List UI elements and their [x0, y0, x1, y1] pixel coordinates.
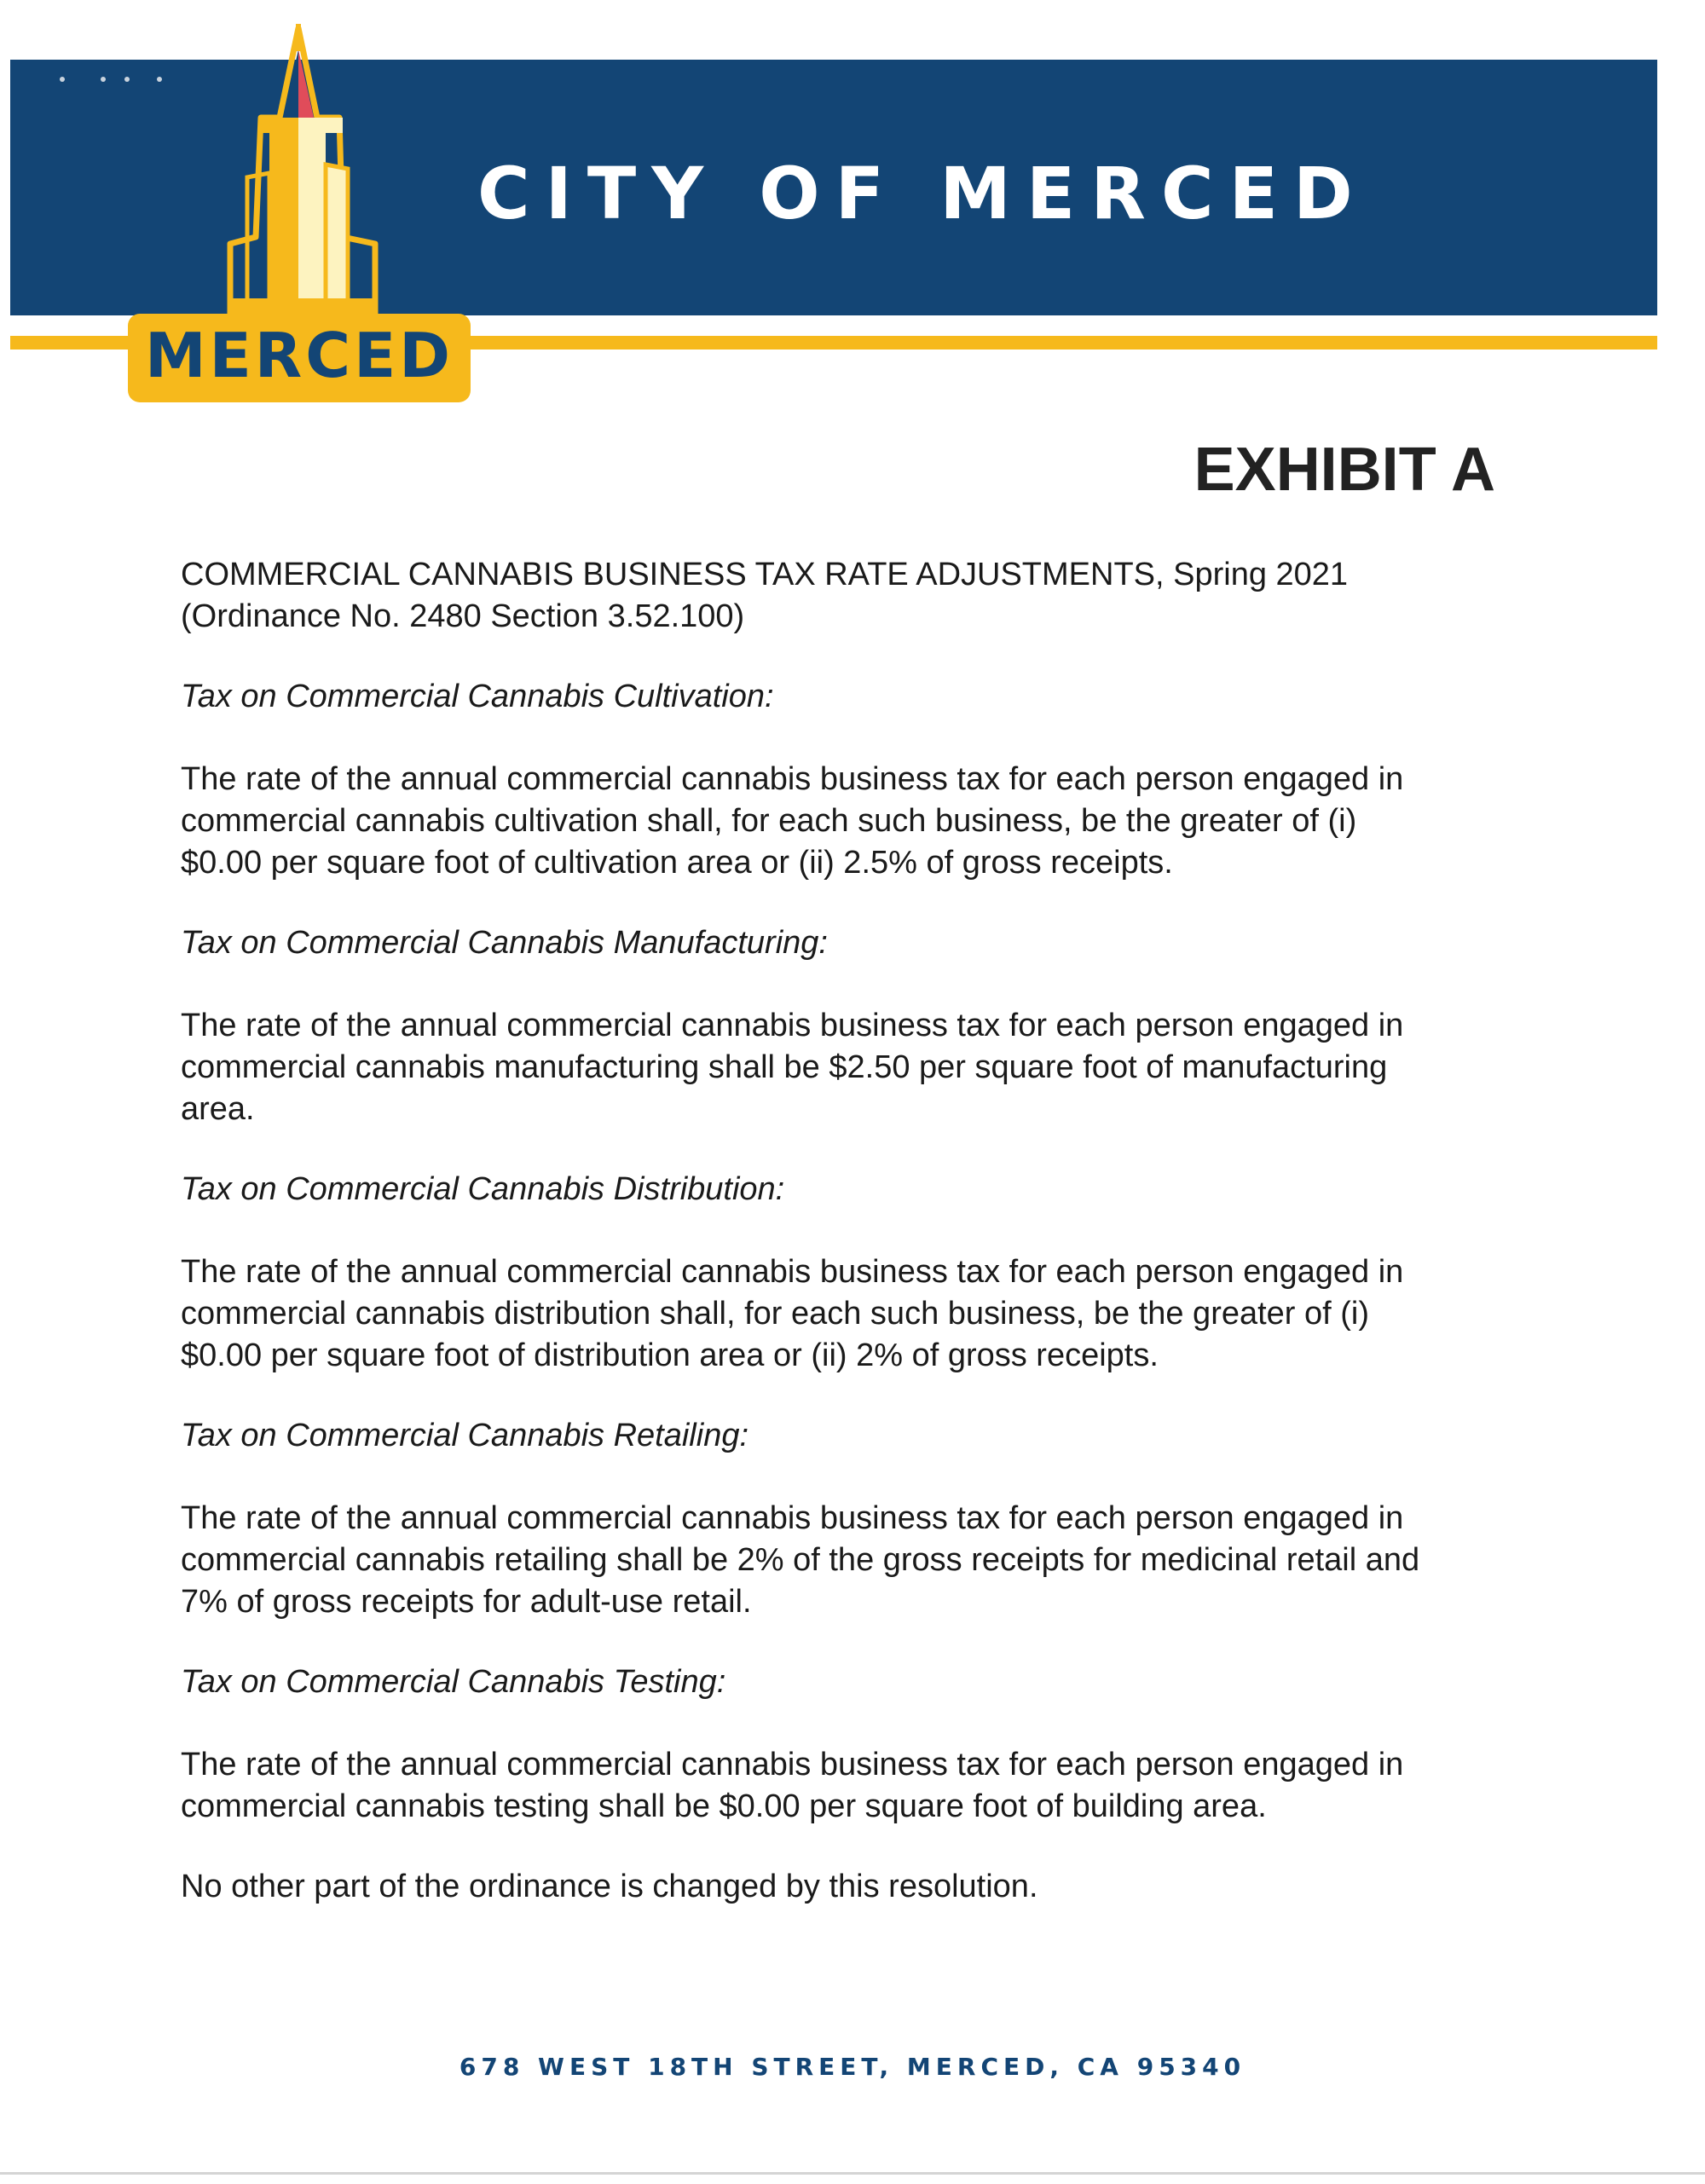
body-line: commercial cannabis cultivation shall, for each such business, be the greater of (i)	[181, 803, 1357, 839]
body-line: The rate of the annual commercial cannabis business tax for each person engaged in	[181, 1254, 1404, 1290]
body-line: The rate of the annual commercial cannabis business tax for each person engaged in	[181, 1500, 1404, 1536]
body-line: The rate of the annual commercial cannabis business tax for each person engaged in	[181, 1747, 1404, 1782]
body-line: 7% of gross receipts for adult-use retail.	[181, 1584, 752, 1620]
body-line: $0.00 per square foot of distribution area or (ii) 2% of gross receipts.	[181, 1338, 1159, 1373]
body-line: The rate of the annual commercial cannabis business tax for each person engaged in	[181, 1008, 1404, 1043]
footer-address: 678 WEST 18TH STREET, MERCED, CA 95340	[459, 2053, 1246, 2081]
body-line: commercial cannabis testing shall be $0.00 per square foot of building area.	[181, 1788, 1267, 1824]
body-line: $0.00 per square foot of cultivation area or (ii) 2.5% of gross receipts.	[181, 845, 1173, 881]
page-edge	[0, 2172, 1705, 2175]
body-line: commercial cannabis manufacturing shall be $2.50 per square foot of manufacturing	[181, 1049, 1388, 1085]
section-heading-manufacturing: Tax on Commercial Cannabis Manufacturing:	[181, 925, 828, 961]
scan-speck	[60, 77, 65, 82]
body-line: area.	[181, 1091, 255, 1127]
logo-wordmark: MERCED	[144, 320, 454, 391]
body-line: commercial cannabis distribution shall, for each such business, be the greater of (i)	[181, 1296, 1370, 1332]
ordinance-reference: (Ordinance No. 2480 Section 3.52.100)	[181, 598, 745, 634]
banner-title: CITY OF MERCED	[477, 152, 1368, 235]
body-line: commercial cannabis retailing shall be 2% of the gross receipts for medicinal retail and	[181, 1542, 1420, 1578]
section-heading-retailing: Tax on Commercial Cannabis Retailing:	[181, 1418, 749, 1453]
section-body-distribution	[181, 1251, 1511, 1377]
scan-speck	[101, 77, 106, 82]
section-heading-distribution: Tax on Commercial Cannabis Distribution:	[181, 1171, 785, 1207]
section-heading-cultivation: Tax on Commercial Cannabis Cultivation:	[181, 679, 774, 714]
closing-statement: No other part of the ordinance is changed by this resolution.	[181, 1869, 1038, 1904]
section-heading-testing: Tax on Commercial Cannabis Testing:	[181, 1664, 726, 1700]
section-body-cultivation	[181, 759, 1511, 884]
document-body	[181, 554, 1511, 1908]
body-line: The rate of the annual commercial cannabis business tax for each person engaged in	[181, 761, 1404, 797]
section-body-testing	[181, 1744, 1511, 1828]
document-title: COMMERCIAL CANNABIS BUSINESS TAX RATE ADJUSTMENTS, Spring 2021	[181, 557, 1349, 592]
exhibit-label: EXHIBIT A	[1194, 436, 1495, 504]
section-body-retailing	[181, 1498, 1511, 1623]
section-body-manufacturing	[181, 1005, 1511, 1130]
